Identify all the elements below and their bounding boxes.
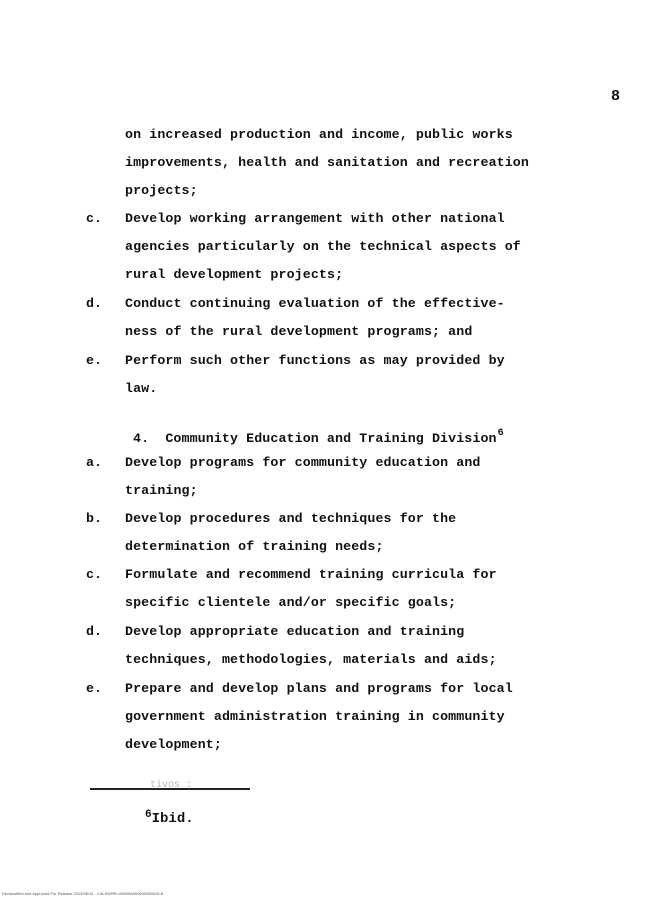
footnote-divider — [90, 788, 250, 790]
list-item-line: government administration training in community — [125, 709, 505, 724]
footnote — [145, 806, 194, 828]
list-item-line: rural development projects; — [125, 267, 344, 282]
footnote-text: Ibid. — [151, 811, 194, 827]
continuation-line-2: improvements, health and sanitation and recreation — [125, 155, 529, 170]
faint-stamp-text: tivos : — [150, 780, 193, 791]
list-item-line: Conduct continuing evaluation of the effective- — [125, 296, 505, 311]
list-marker-a: a. — [86, 455, 102, 470]
list-item-line: determination of training needs; — [125, 539, 384, 554]
list-marker-d: d. — [86, 624, 102, 639]
list-item-line: Develop procedures and techniques for the — [125, 511, 457, 526]
list-item-line: development; — [125, 737, 222, 752]
list-item-line: law. — [125, 381, 158, 396]
page-number: 8 — [611, 88, 621, 105]
list-marker-e: e. — [86, 353, 102, 368]
continuation-line-3: projects; — [125, 183, 198, 198]
list-item-line: Develop programs for community education and — [125, 455, 481, 470]
section-number: 4. — [133, 431, 150, 446]
list-item-line: Formulate and recommend training curricula for — [125, 567, 497, 582]
list-item-line: Perform such other functions as may provided by — [125, 353, 505, 368]
list-item-line: Prepare and develop plans and programs for local — [125, 681, 513, 696]
list-item-line: agencies particularly on the technical aspects of — [125, 239, 521, 254]
list-marker-e: e. — [86, 681, 102, 696]
list-marker-c: c. — [86, 211, 102, 226]
footnote-reference: 6 — [497, 428, 504, 439]
continuation-line-1: on increased production and income, public works — [125, 127, 513, 142]
list-marker-b: b. — [86, 511, 102, 526]
list-item-line: specific clientele and/or specific goals; — [125, 595, 457, 610]
list-item-line: training; — [125, 483, 198, 498]
declassification-footer: Declassified and Approved For Release 2013/08/12 : CIA-RDP80-00809A000600050026-8 — [2, 891, 163, 896]
list-item-line: techniques, methodologies, materials and aids; — [125, 652, 497, 667]
list-marker-c: c. — [86, 567, 102, 582]
footnote-number: 6 — [145, 809, 152, 821]
section-title: Community Education and Training Division — [165, 431, 497, 446]
list-item-line: Develop working arrangement with other national — [125, 211, 505, 226]
section-heading — [133, 425, 504, 448]
list-item-line: Develop appropriate education and training — [125, 624, 465, 639]
list-item-line: ness of the rural development programs; and — [125, 324, 473, 339]
list-marker-d: d. — [86, 296, 102, 311]
